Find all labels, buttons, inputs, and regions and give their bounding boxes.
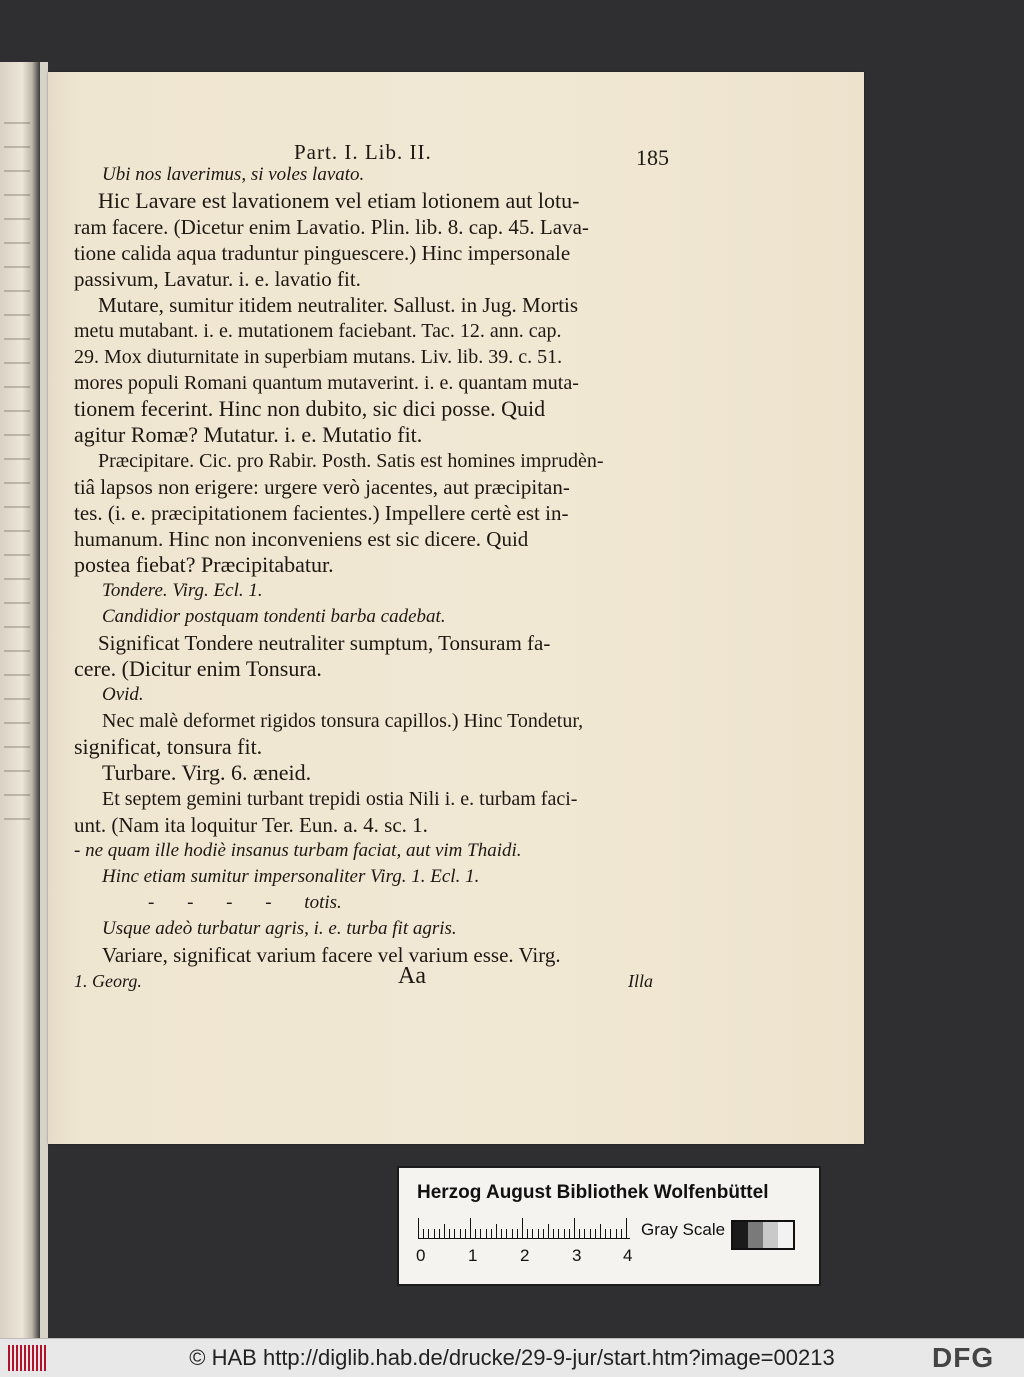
gray-swatch: [733, 1222, 748, 1248]
footer-copyright-url[interactable]: © HAB http://diglib.hab.de/drucke/29-9-jur/start.htm?image=00213: [189, 1345, 835, 1370]
text-line: agitur Romæ? Mutatur. i. e. Mutatio fit.: [74, 422, 423, 447]
ruler-tick: [506, 1229, 507, 1238]
text-line: tionem fecerint. Hinc non dubito, sic dici posse. Quid: [74, 396, 546, 421]
ruler-tick: [501, 1229, 502, 1238]
text-line: Ovid.: [102, 684, 144, 705]
text-line: mores populi Romani quantum mutaverint. i. e. quantam muta-: [74, 372, 579, 394]
text-line: humanum. Hinc non inconveniens est sic dicere. Quid: [74, 527, 529, 551]
scale-number: 0: [416, 1246, 426, 1265]
text-line: cere. (Dicitur enim Tonsura.: [74, 656, 322, 681]
ruler-tick: [564, 1229, 565, 1238]
gray-swatch: [763, 1222, 778, 1248]
book-gutter: [40, 62, 48, 1342]
ruler-tick: [543, 1229, 544, 1238]
scale-number: 2: [520, 1246, 530, 1265]
text-line: tione calida aqua traduntur pinguescere.) Hinc impersonale: [74, 241, 571, 265]
text-line: - - - - totis.: [148, 892, 342, 913]
text-line: tiâ lapsos non erigere: urgere verò jacentes, aut præcipitan-: [74, 475, 570, 499]
ruler-tick: [470, 1218, 471, 1238]
scale-number: 3: [572, 1246, 582, 1265]
ruler-tick: [434, 1229, 435, 1238]
text-line: Significat Tondere neutraliter sumptum, Tonsuram fa-: [98, 631, 551, 655]
gray-swatch: [748, 1222, 763, 1248]
text-line: Nec malè deformet rigidos tonsura capillos.) Hinc Tondetur,: [102, 710, 584, 732]
ruler-tick: [439, 1229, 440, 1238]
ruler-tick: [517, 1229, 518, 1238]
previous-page-edge: [0, 62, 40, 1342]
ruler-tick: [574, 1218, 575, 1238]
text-line: tes. (i. e. præcipitationem facientes.) Impellere certè est in-: [74, 501, 569, 525]
ruler-tick: [532, 1229, 533, 1238]
ruler-tick: [600, 1224, 601, 1238]
dfg-logo: DFG: [932, 1342, 995, 1373]
text-line: postea fiebat? Præcipitabatur.: [74, 552, 334, 577]
text-line: Mutare, sumitur itidem neutraliter. Sallust. in Jug. Mortis: [98, 293, 579, 317]
ruler-tick: [449, 1229, 450, 1238]
gray-scale-label: Gray Scale: [641, 1220, 726, 1239]
gray-scale-swatches: [731, 1220, 795, 1250]
ruler-tick: [454, 1229, 455, 1238]
scale-number: 1: [468, 1246, 478, 1265]
scale-number: 4: [623, 1246, 633, 1265]
catchword: Illa: [628, 971, 653, 991]
text-line: Tondere. Virg. Ecl. 1.: [102, 580, 263, 601]
footer-bar: [0, 1338, 1024, 1377]
text-line: passivum, Lavatur. i. e. lavatio fit.: [74, 267, 361, 291]
text-line: metu mutabant. i. e. mutationem faciebant. Tac. 12. ann. cap.: [74, 320, 562, 342]
ruler-tick: [553, 1229, 554, 1238]
ruler-tick: [548, 1224, 549, 1238]
ruler-tick: [444, 1224, 445, 1238]
ruler-tick: [579, 1229, 580, 1238]
text-line: - ne quam ille hodiè insanus turbam faciat, aut vim Thaidi.: [74, 840, 522, 861]
text-line: 1. Georg.: [74, 971, 142, 991]
ruler-tick: [418, 1218, 419, 1238]
ruler-tick: [569, 1229, 570, 1238]
ruler-tick: [486, 1229, 487, 1238]
text-line: Ubi nos laverimus, si voles lavato.: [102, 164, 365, 185]
text-line: Variare, significat varium facere vel varium esse. Virg.: [102, 943, 561, 967]
ruler-tick: [480, 1229, 481, 1238]
text-line: Usque adeò turbatur agris, i. e. turba fit agris.: [102, 918, 457, 939]
text-line: Et septem gemini turbant trepidi ostia Nili i. e. turbam faci-: [102, 788, 578, 810]
scale-ruler: [418, 1218, 630, 1239]
ruler-tick: [460, 1229, 461, 1238]
text-line: ram facere. (Dicetur enim Lavatio. Plin. lib. 8. cap. 45. Lava-: [74, 215, 589, 239]
ruler-tick: [595, 1229, 596, 1238]
ruler-tick: [465, 1229, 466, 1238]
ruler-tick: [512, 1229, 513, 1238]
text-line: Hic Lavare est lavationem vel etiam lotionem aut lotu-: [98, 188, 580, 213]
text-line: Candidior postquam tondenti barba cadebat.: [102, 606, 446, 627]
ruler-tick: [610, 1229, 611, 1238]
ruler-tick: [538, 1229, 539, 1238]
ruler-tick: [522, 1218, 523, 1238]
gray-swatch: [778, 1222, 793, 1248]
ruler-tick: [616, 1229, 617, 1238]
book-page: [48, 72, 864, 1144]
signature-mark: Aa: [398, 963, 426, 989]
text-line: significat, tonsura fit.: [74, 734, 263, 759]
ruler-tick: [491, 1229, 492, 1238]
text-line: Turbare. Virg. 6. æneid.: [102, 760, 312, 785]
running-header: Part. I. Lib. II.: [294, 140, 432, 164]
card-title: Herzog August Bibliothek Wolfenbüttel: [417, 1182, 769, 1203]
ruler-tick: [590, 1229, 591, 1238]
page-number: 185: [636, 145, 669, 170]
ruler-tick: [605, 1229, 606, 1238]
ruler-tick: [584, 1229, 585, 1238]
ruler-tick: [428, 1229, 429, 1238]
ruler-tick: [496, 1224, 497, 1238]
color-calibration-card: [397, 1166, 821, 1286]
text-line: Hinc etiam sumitur impersonaliter Virg. 1. Ecl. 1.: [102, 866, 480, 887]
text-line: Præcipitare. Cic. pro Rabir. Posth. Satis est homines imprudèn-: [98, 450, 604, 472]
ruler-tick: [558, 1229, 559, 1238]
ruler-tick: [527, 1229, 528, 1238]
ruler-tick: [475, 1229, 476, 1238]
ruler-tick: [626, 1218, 627, 1238]
ruler-tick: [621, 1229, 622, 1238]
ruler-tick: [423, 1229, 424, 1238]
text-line: 29. Mox diuturnitate in superbiam mutans. Liv. lib. 39. c. 51.: [74, 346, 563, 368]
text-line: unt. (Nam ita loquitur Ter. Eun. a. 4. sc. 1.: [74, 813, 428, 837]
